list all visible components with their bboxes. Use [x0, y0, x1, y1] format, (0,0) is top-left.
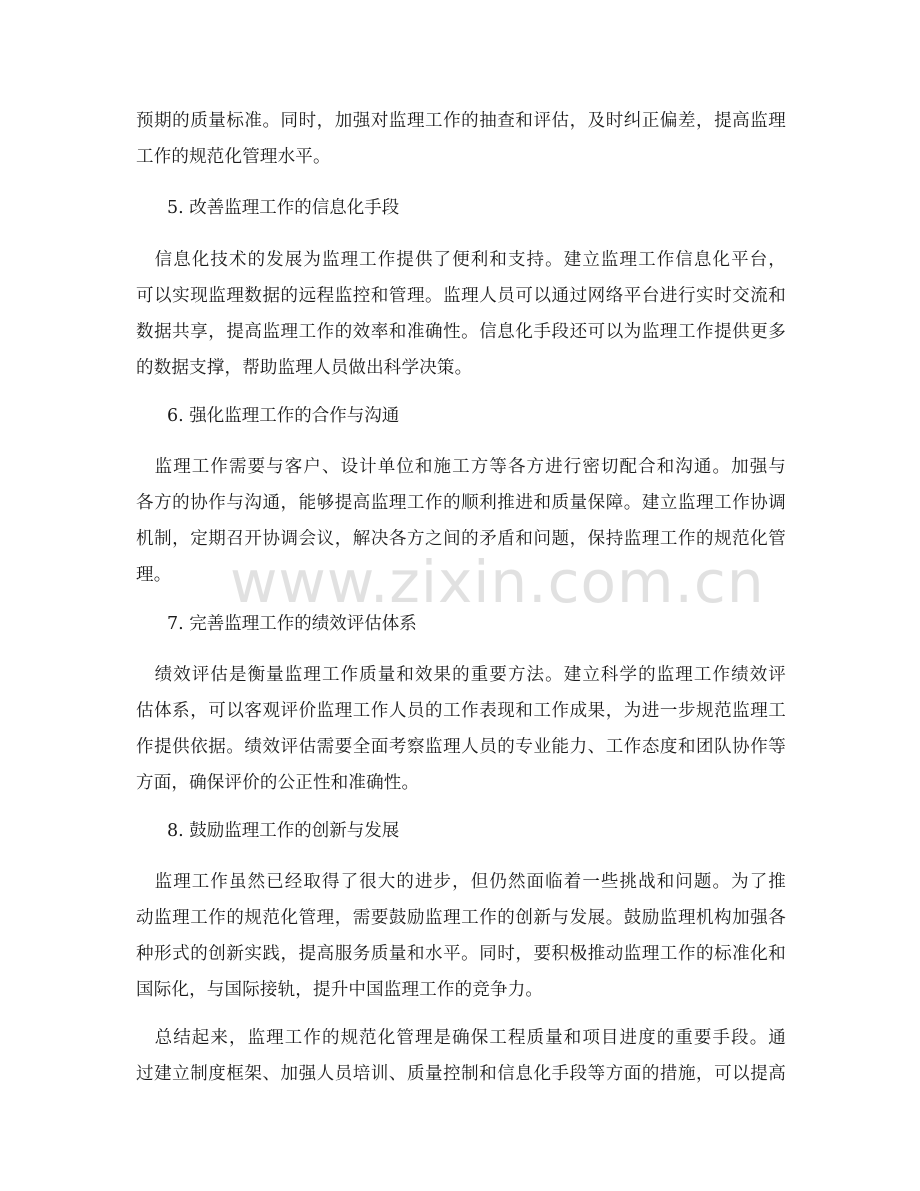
text-line: 信息化技术的发展为监理工作提供了便利和支持。建立监理工作信息化平台，	[136, 250, 786, 270]
text-line: 的数据支撑，帮助监理人员做出科学决策。	[136, 358, 473, 378]
paragraph-quality-standard	[136, 103, 786, 175]
text-line: 动监理工作的规范化管理，需要鼓励监理工作的创新与发展。鼓励监理机构加强各	[136, 908, 786, 928]
text-line: 估体系，可以客观评价监理工作人员的工作表现和工作成果，为进一步规范监理工	[136, 701, 786, 721]
paragraph-section-8	[136, 864, 786, 1008]
text-line: 数据共享，提高监理工作的效率和准确性。信息化手段还可以为监理工作提供更多	[136, 322, 786, 342]
text-line: 国际化，与国际接轨，提升中国监理工作的竞争力。	[136, 980, 544, 1000]
paragraph-section-5	[136, 242, 786, 386]
section-heading-6: 6. 强化监理工作的合作与沟通	[167, 406, 400, 426]
text-line: 监理工作虽然已经取得了很大的进步，但仍然面临着一些挑战和问题。为了推	[136, 872, 786, 892]
text-line: 监理工作需要与客户、设计单位和施工方等各方进行密切配合和沟通。加强与	[136, 457, 786, 477]
section-heading-5: 5. 改善监理工作的信息化手段	[167, 198, 400, 218]
paragraph-section-6	[136, 449, 786, 593]
text-line: 理。	[136, 565, 172, 585]
paragraph-section-7	[136, 657, 786, 801]
text-line: 种形式的创新实践，提高服务质量和水平。同时，要积极推动监理工作的标准化和	[136, 944, 786, 964]
watermark: www.zixin.com.cn	[230, 548, 765, 616]
text-line: 绩效评估是衡量监理工作质量和效果的重要方法。建立科学的监理工作绩效评	[136, 665, 786, 685]
text-line: 作提供依据。绩效评估需要全面考察监理人员的专业能力、工作态度和团队协作等	[136, 737, 786, 757]
text-line: 总结起来，监理工作的规范化管理是确保工程质量和项目进度的重要手段。通	[136, 1028, 786, 1048]
paragraph-summary	[136, 1020, 786, 1092]
text-line: 机制，定期召开协调会议，解决各方之间的矛盾和问题，保持监理工作的规范化管	[136, 529, 786, 549]
text-line: 方面，确保评价的公正性和准确性。	[136, 773, 420, 793]
text-line: 过建立制度框架、加强人员培训、质量控制和信息化手段等方面的措施，可以提高	[136, 1064, 786, 1084]
section-heading-8: 8. 鼓励监理工作的创新与发展	[167, 821, 400, 841]
text-line: 工作的规范化管理水平。	[136, 147, 331, 167]
section-heading-7: 7. 完善监理工作的绩效评估体系	[167, 614, 417, 634]
text-line: 预期的质量标准。同时，加强对监理工作的抽查和评估，及时纠正偏差，提高监理	[136, 111, 786, 131]
text-line: 可以实现监理数据的远程监控和管理。监理人员可以通过网络平台进行实时交流和	[136, 286, 786, 306]
text-line: 各方的协作与沟通，能够提高监理工作的顺利推进和质量保障。建立监理工作协调	[136, 493, 786, 513]
